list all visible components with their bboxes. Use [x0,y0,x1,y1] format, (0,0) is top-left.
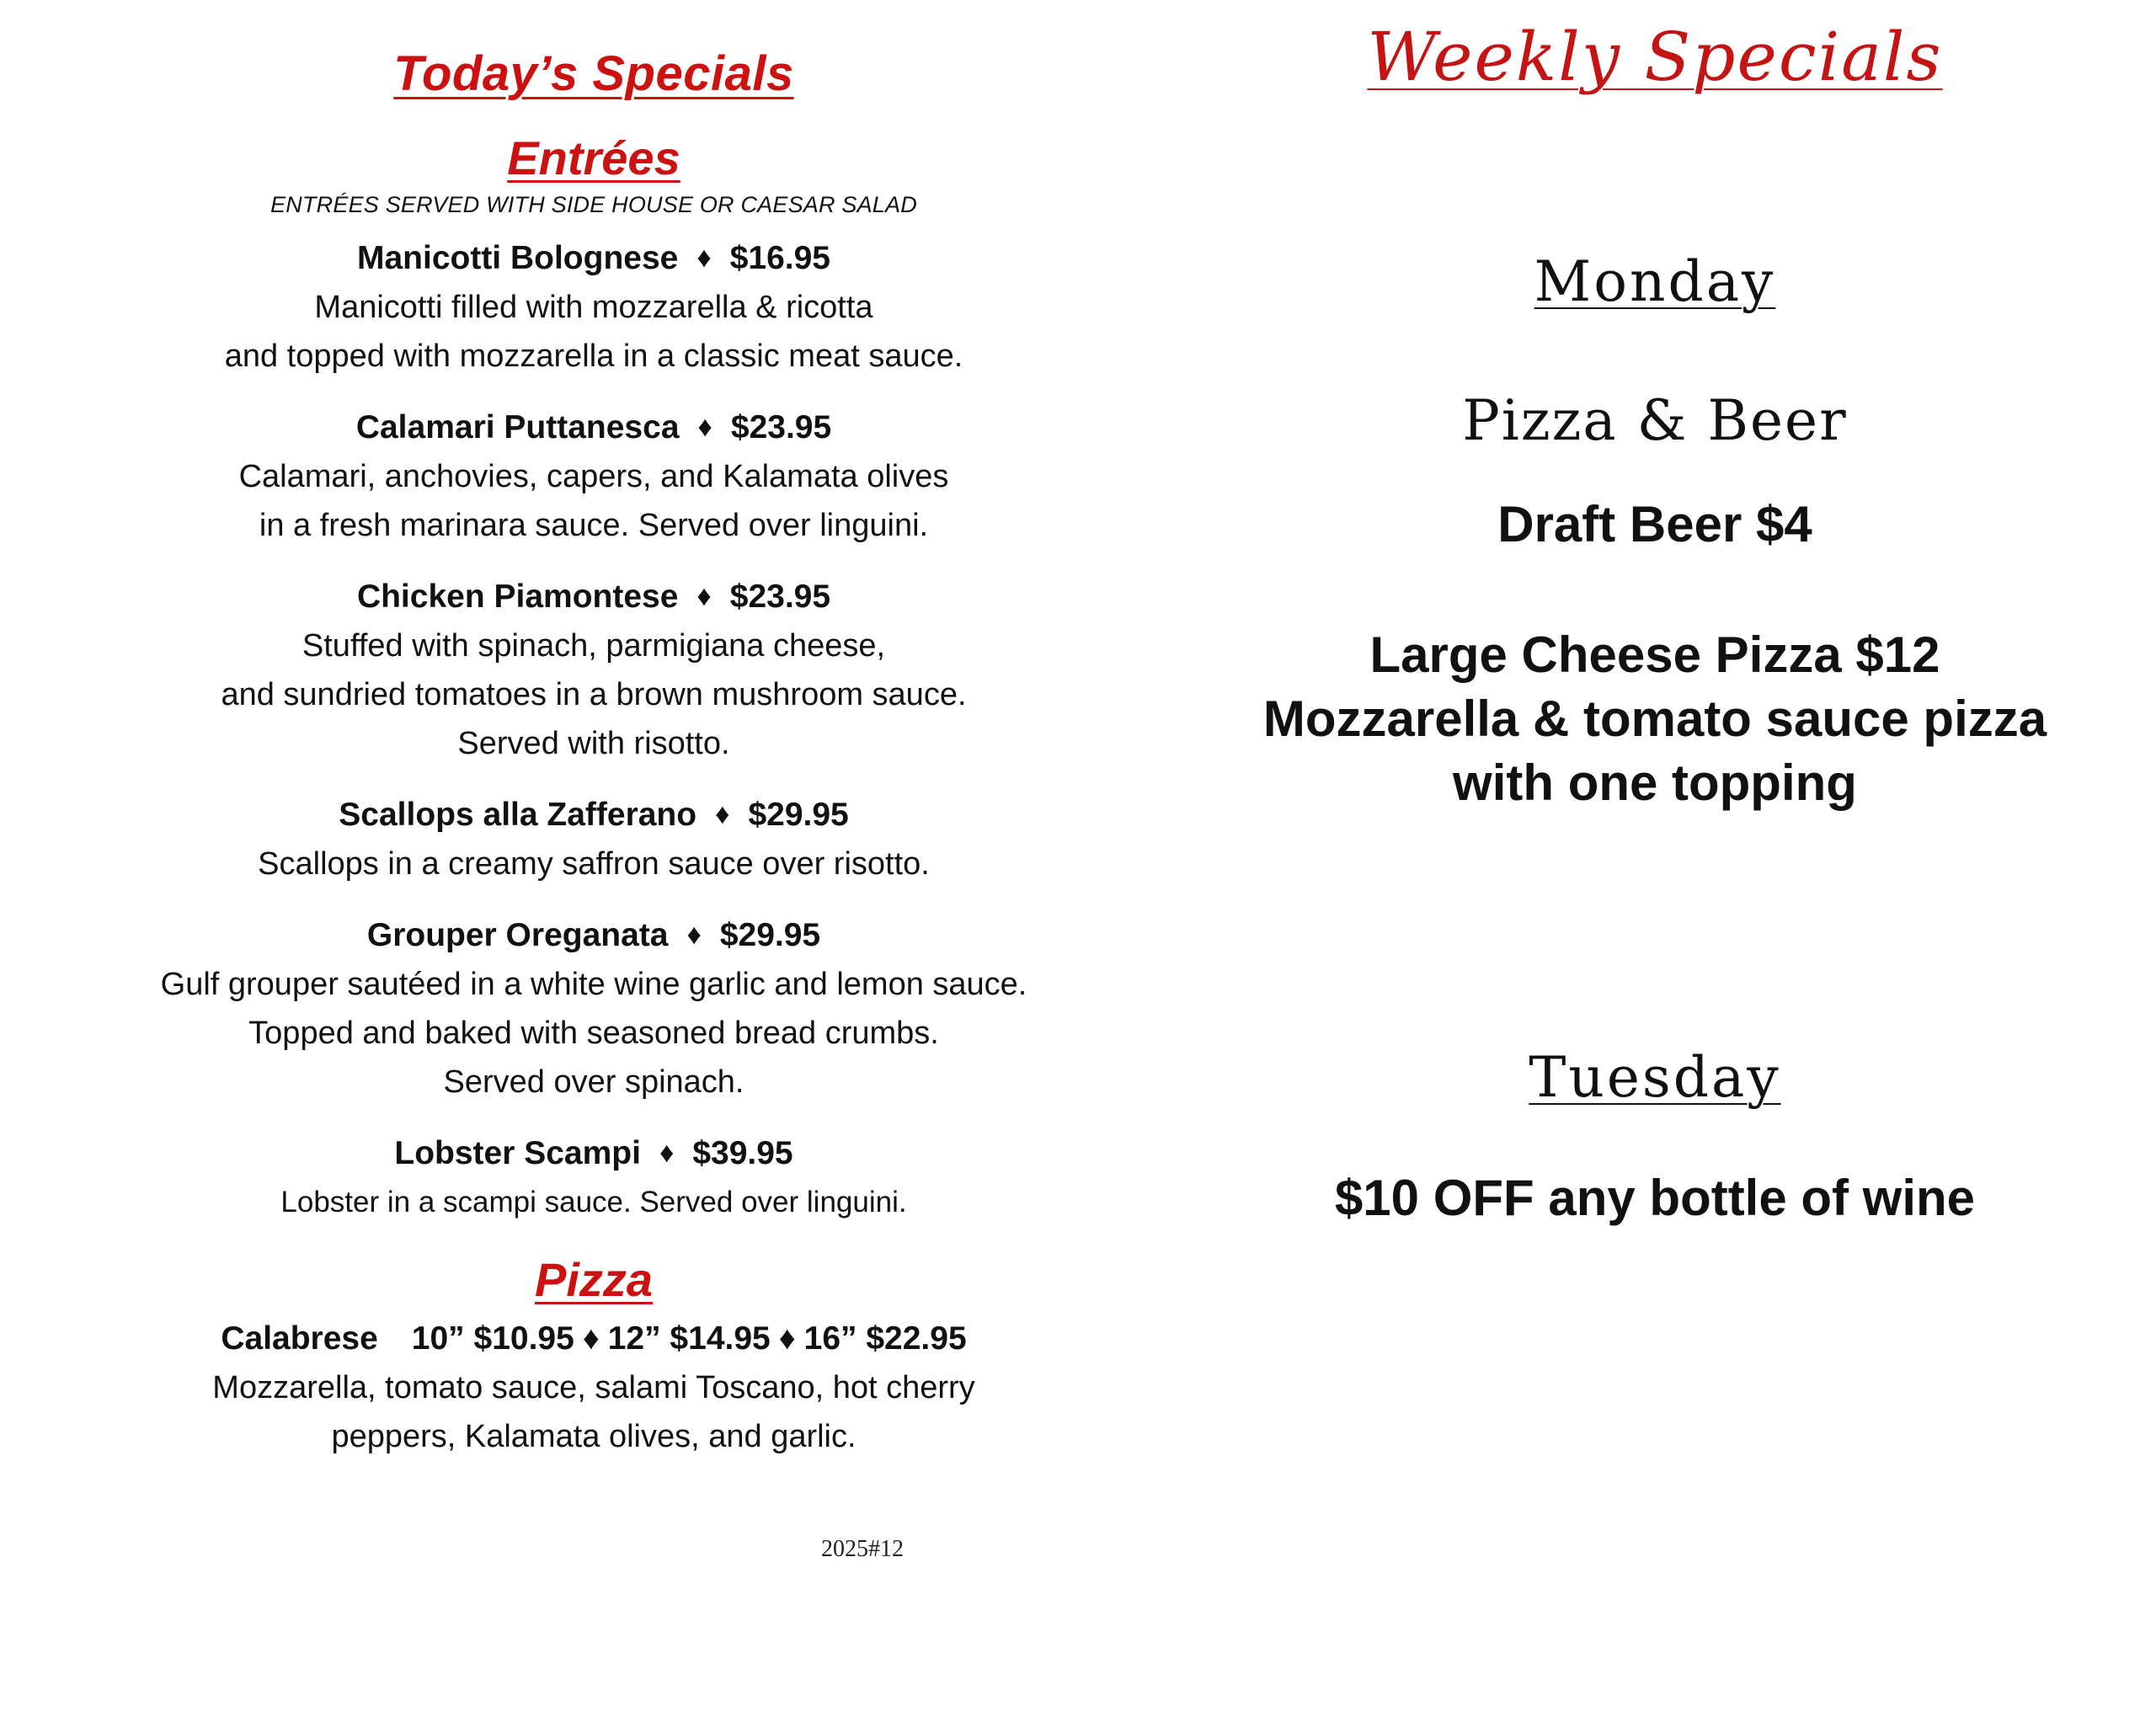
pizza-size-price: 10” $10.95 [411,1320,574,1357]
diamond-icon: ♦ [697,411,712,443]
dish-heading [59,792,1129,840]
todays-specials-title: Today’s Specials [393,46,794,101]
dish-price: $23.95 [730,409,832,445]
diamond-icon: ♦ [715,798,730,830]
pizza-heading-line [59,1314,1129,1363]
dish-price: $39.95 [692,1135,793,1171]
menu-code: 2025#12 [821,1536,904,1562]
dish-description-line: Scallops in a creamy saffron sauce over risotto. [258,846,930,882]
pizza-size-price: 16” $22.95 [803,1320,967,1357]
pizza-offer-line: Mozzarella & tomato sauce pizza [1262,691,2047,747]
dish-price: $29.95 [719,917,821,953]
diamond-icon: ♦ [696,580,712,612]
dish-description-line: Calamari, anchovies, capers, and Kalamata olives [238,459,949,494]
diamond-icon: ♦ [696,242,712,274]
dish-description-line: and sundried tomatoes in a brown mushroom sauce. [221,677,967,712]
monday-subtitle: Pizza & Beer [1462,388,1848,453]
dish-description-line: and topped with mozzarella in a classic meat sauce. [224,339,963,374]
dish-description-line: Manicotti filled with mozzarella & ricotta [314,290,873,325]
weekly-specials-title: Weekly Specials [1367,18,1943,96]
dish-item [59,1130,1129,1227]
dish-description-line: Served over spinach. [443,1064,744,1100]
dish-heading [59,573,1129,621]
dish-description-line: Topped and baked with seasoned bread crumbs. [248,1016,939,1051]
pizza-name: Calabrese [221,1320,378,1357]
diamond-icon: ♦ [659,1137,675,1169]
todays-specials-column [59,25,1129,1461]
pizza-offer-line: with one topping [1453,755,1857,811]
dish-price: $29.95 [748,797,849,833]
pizza-description-line: Mozzarella, tomato sauce, salami Toscano, hot cherry [212,1370,975,1405]
dish-name: Chicken Piamontese [356,579,679,615]
pizza-size-price: 12” $14.95 [607,1320,771,1357]
dish-price: $16.95 [729,240,830,276]
diamond-icon: ♦ [686,919,702,951]
dish-item [59,792,1129,888]
diamond-icon: ♦ [582,1320,600,1357]
dish-item [59,235,1129,381]
entrees-note: ENTRÉES SERVED WITH SIDE HOUSE OR CAESAR SALAD [270,192,917,217]
dish-description-line: in a fresh marinara sauce. Served over linguini. [259,508,929,543]
dish-description-line: Stuffed with spinach, parmigiana cheese, [302,628,886,664]
dish-heading [59,404,1129,452]
dish-description-line: Gulf grouper sautéed in a white wine garlic and lemon sauce. [160,967,1027,1002]
diamond-icon: ♦ [778,1320,796,1357]
dish-name: Scallops alla Zafferano [339,797,697,833]
draft-beer-offer: Draft Beer $4 [1497,496,1812,552]
day-heading-monday: Monday [1534,249,1776,314]
dish-item [59,912,1129,1106]
dish-heading [59,1130,1129,1178]
dish-description-line: Lobster in a scampi sauce. Served over linguini. [280,1186,907,1218]
dish-price: $23.95 [729,579,831,615]
day-heading-tuesday: Tuesday [1529,1045,1781,1110]
dish-name: Grouper Oreganata [366,917,669,953]
dish-name: Manicotti Bolognese [356,240,679,276]
dish-heading [59,912,1129,960]
dish-item [59,573,1129,768]
dish-heading [59,235,1129,283]
pizza-offer-line: Large Cheese Pizza $12 [1369,627,1940,683]
entrees-heading: Entrées [507,131,680,184]
wine-offer: $10 OFF any bottle of wine [1334,1170,1976,1226]
dish-name: Lobster Scampi [394,1135,641,1171]
pizza-offer [1179,623,2131,815]
dish-description-line: Served with risotto. [457,726,730,761]
pizza-description-line: peppers, Kalamata olives, and garlic. [331,1419,857,1454]
pizza-heading: Pizza [534,1253,654,1306]
dish-item [59,404,1129,550]
dish-name: Calamari Puttanesca [355,409,680,445]
